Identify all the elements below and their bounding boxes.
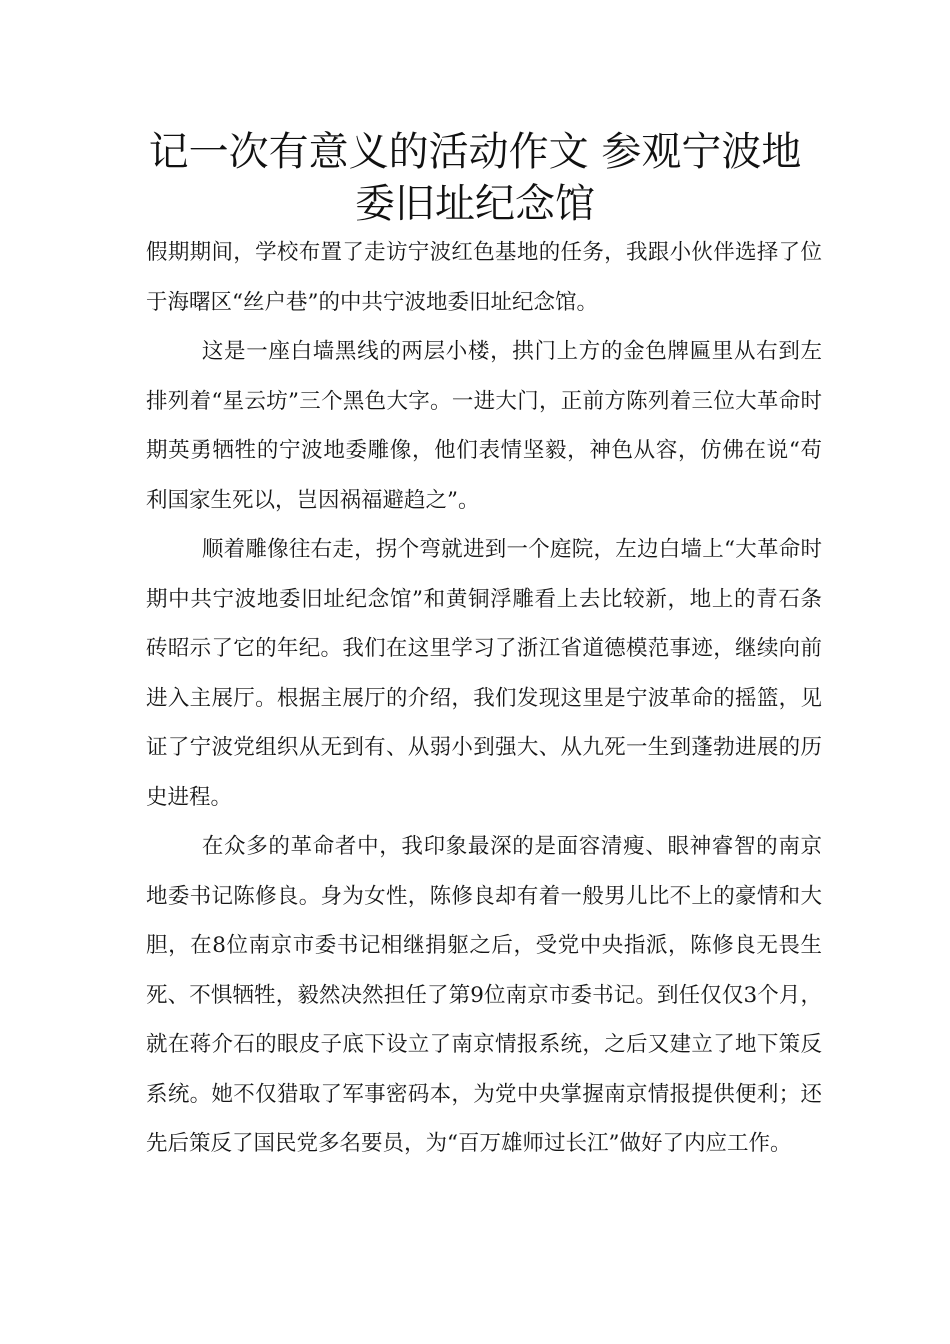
paragraph-4: 在众多的革命者中，我印象最深的是面容清瘦、眼神睿智的南京地委书记陈修良。身为女性，陈修良却有着一般男儿比不上的豪情和大胆，在8位南京市委书记相继捐躯之后，受党中央指派，陈修良无畏生死、不惧牺牲，毅然决然担任了第9位南京市委书记。到任仅仅3个月，就在蒋介石的眼皮子底下设立了南京情报系统，之后又建立了地下策反系统。她不仅猎取了军事密码本，为党中央掌握南京情报提供便利；还先后策反了国民党多名要员，为“百万雄师过长江”做好了内应工作。 (146, 834, 822, 1156)
paragraph-1: 假期期间，学校布置了走访宁波红色基地的任务，我跟小伙伴选择了位于海曙区“丝户巷”的中共宁波地委旧址纪念馆。 (146, 240, 822, 315)
paragraph-2: 这是一座白墙黑线的两层小楼，拱门上方的金色牌匾里从右到左排列着“星云坊”三个黑色大字。一进大门，正前方陈列着三位大革命时期英勇牺牲的宁波地委雕像，他们表情坚毅，神色从容，仿佛在说“苟利国家生死以，岂因祸福避趋之”。 (146, 339, 822, 513)
document-body (146, 228, 822, 1169)
paragraph-3: 顺着雕像往右走，拐个弯就进到一个庭院，左边白墙上“大革命时期中共宁波地委旧址纪念馆”和黄铜浮雕看上去比较新，地上的青石条砖昭示了它的年纪。我们在这里学习了浙江省道德模范事迹，继续向前进入主展厅。根据主展厅的介绍，我们发现这里是宁波革命的摇篮，见证了宁波党组织从无到有、从弱小到强大、从九死一生到蓬勃进展的历史进程。 (146, 537, 822, 810)
title-line-1: 记一次有意义的活动作文 参观宁波地 (148, 129, 802, 175)
title-line-2: 委旧址纪念馆 (355, 181, 595, 227)
document-title (100, 126, 850, 230)
